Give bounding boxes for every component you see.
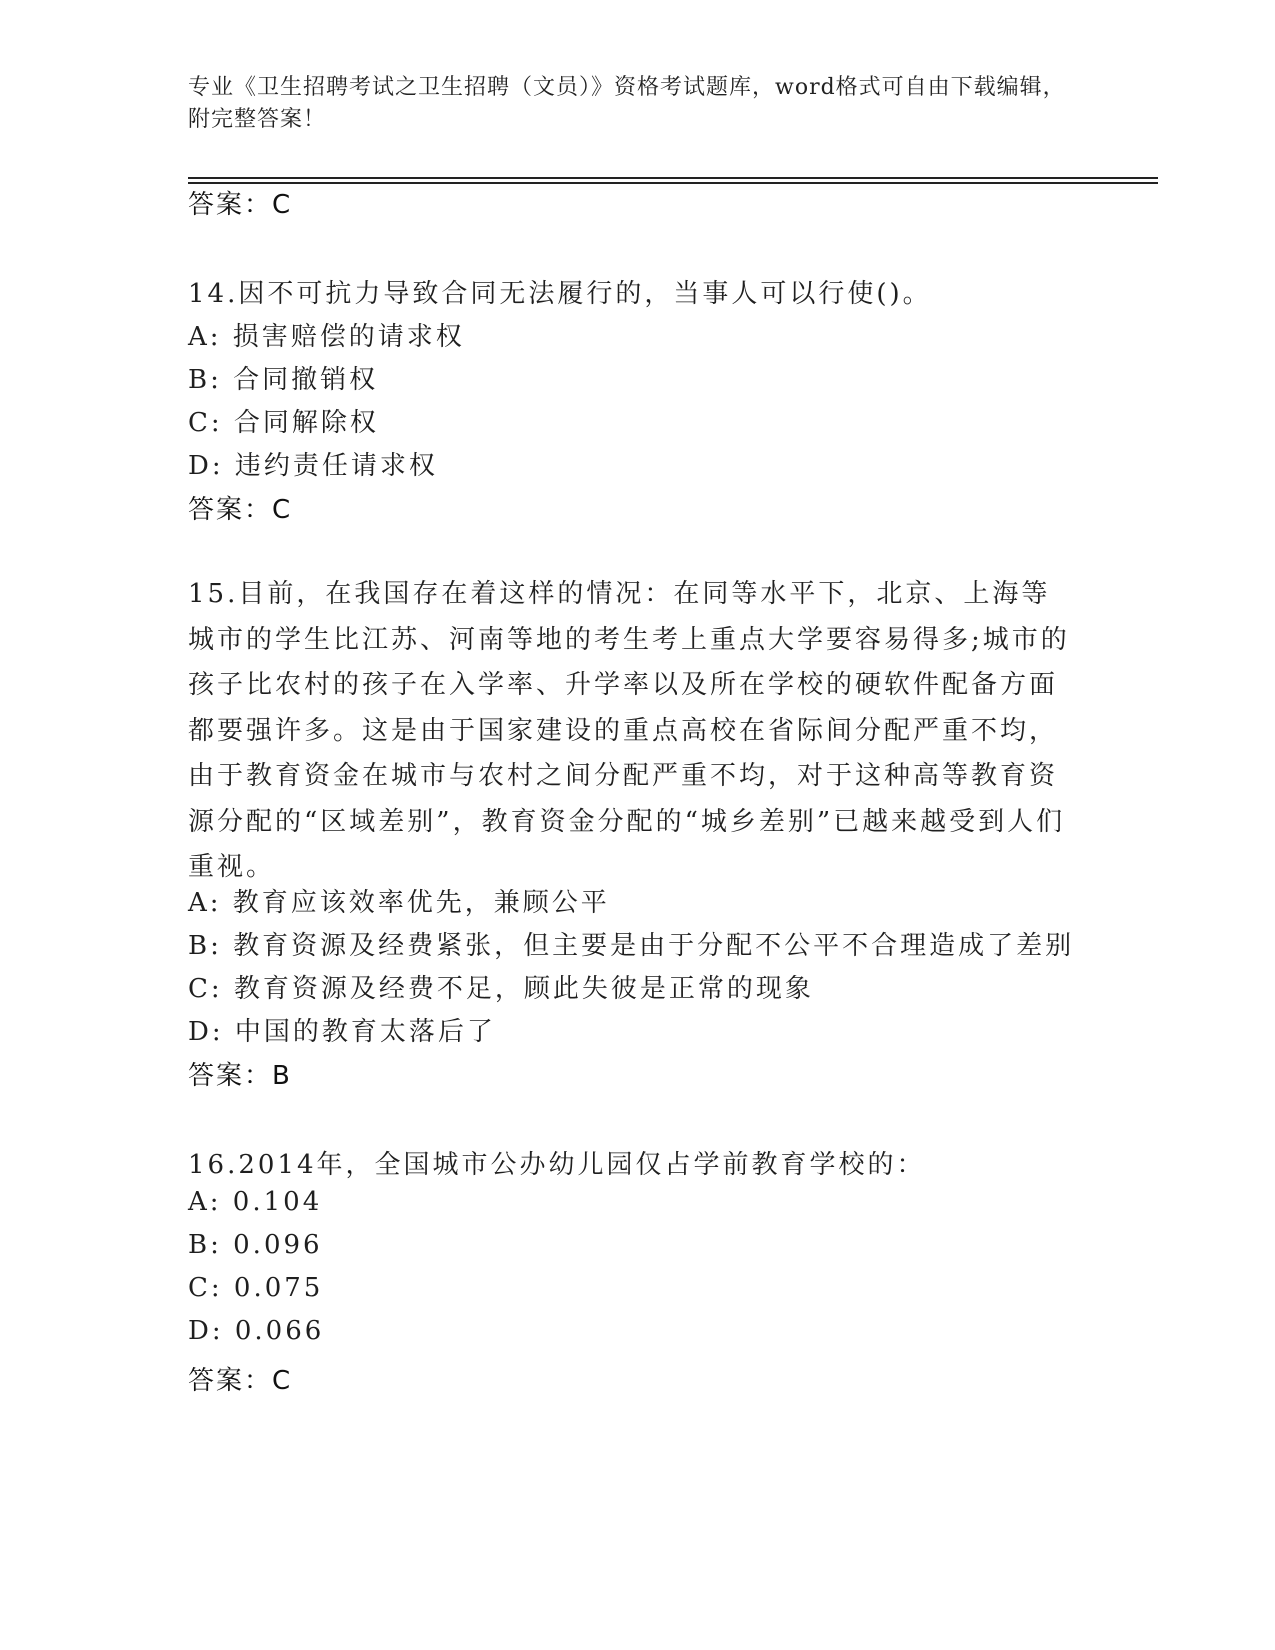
question-16-option-a: A: 0.104 xyxy=(188,1187,323,1217)
question-15-option-d: D: 中国的教育太落后了 xyxy=(188,1017,496,1047)
question-15-answer: 答案：B xyxy=(188,1061,292,1091)
question-16-option-c: C: 0.075 xyxy=(188,1273,324,1303)
question-15-option-c: C: 教育资源及经费不足，顾此失彼是正常的现象 xyxy=(188,974,814,1004)
question-16-option-d: D: 0.066 xyxy=(188,1316,325,1346)
question-15-option-a: A: 教育应该效率优先，兼顾公平 xyxy=(188,888,610,918)
header-rule-top xyxy=(188,177,1158,179)
question-14-answer: 答案：C xyxy=(188,495,293,525)
question-16-stem: 16.2014年，全国城市公办幼儿园仅占学前教育学校的： xyxy=(188,1150,926,1180)
question-16-answer: 答案：C xyxy=(188,1366,293,1396)
document-header: 专业《卫生招聘考试之卫生招聘（文员）》资格考试题库，word格式可自由下载编辑，附完整答案！ xyxy=(188,75,1066,132)
question-14-option-c: C: 合同解除权 xyxy=(188,408,379,438)
previous-answer: 答案：C xyxy=(188,190,293,220)
question-16-option-b: B: 0.096 xyxy=(188,1230,323,1260)
question-14-option-a: A: 损害赔偿的请求权 xyxy=(188,322,465,352)
question-14-option-d: D: 违约责任请求权 xyxy=(188,451,438,481)
question-14-option-b: B: 合同撤销权 xyxy=(188,365,379,395)
header-rule-bottom xyxy=(188,182,1158,184)
question-15-option-b: B: 教育资源及经费紧张，但主要是由于分配不公平不合理造成了差别 xyxy=(188,931,1075,961)
question-14-stem: 14.因不可抗力导致合同无法履行的，当事人可以行使()。 xyxy=(188,279,932,309)
question-15-stem: 15.目前，在我国存在着这样的情况：在同等水平下，北京、上海等城市的学生比江苏、河南等地的考生考上重点大学要容易得多;城市的孩子比农村的孩子在入学率、升学率以及所在学校的硬软件配备方面都要强许多。这是由于国家建设的重点高校在省际间分配严重不均，由于教育资金在城市与农村之间分配严重不均，对于这种高等教育资源分配的“区域差别”，教育资金分配的“城乡差别”已越来越受到人们重视。 xyxy=(188,579,1070,882)
